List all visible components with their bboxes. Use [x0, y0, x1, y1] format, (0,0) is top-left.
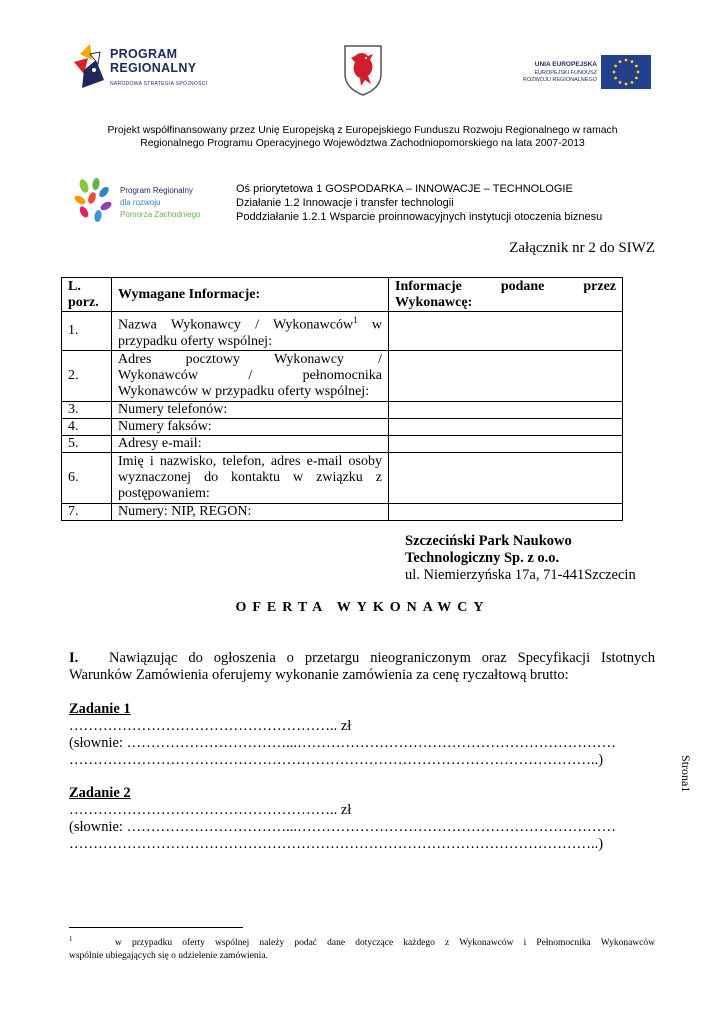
- program-logo-subtitle: NARODOWA STRATEGIA SPÓJNOŚCI: [110, 81, 208, 87]
- annex-label: Załącznik nr 2 do SIWZ: [509, 240, 655, 256]
- eu-logo: [505, 55, 655, 91]
- eu-flag-icon: [601, 55, 651, 89]
- table-row: [62, 452, 623, 503]
- row-value-cell[interactable]: [389, 452, 623, 503]
- row-label: Numery telefonów:: [112, 401, 389, 418]
- row-value-cell[interactable]: [389, 418, 623, 435]
- offer-paragraph: [69, 650, 655, 684]
- row-number: 2.: [62, 350, 112, 401]
- row-label: Numery: NIP, REGON:: [112, 503, 389, 520]
- action-line: Działanie 1.2 Innowacje i transfer technologii: [236, 197, 454, 209]
- eu-logo-line2: EUROPEJSKI FUNDUSZ: [534, 70, 597, 76]
- footnote-line2: wspólnie ubiegających się o udzielenie zamówienia.: [69, 951, 268, 962]
- griffin-crest-icon: [343, 44, 383, 96]
- header-contractor-line2: Wykonawcę:: [395, 294, 473, 310]
- row-label: [112, 350, 389, 401]
- row-label: Adresy e-mail:: [112, 435, 389, 452]
- sub-action-line: Poddziałanie 1.2.1 Wsparcie proinnowacyjnych instytucji otoczenia biznesu: [236, 211, 603, 223]
- task-words-continuation[interactable]: ………………………………………………………………………………………………..): [69, 752, 604, 768]
- west-pomerania-crest: [343, 44, 383, 96]
- footnote-text-line1: w przypadku oferty wspólnej należy podać dane dotyczące każdego z Wykonawców i Pełnomocnika Wykonawców: [115, 938, 655, 949]
- task-words-continuation[interactable]: ………………………………………………………………………………………………..): [69, 836, 604, 852]
- table-row: [62, 312, 623, 351]
- eu-logo-line3: ROZWOJU REGIONALNEGO: [523, 77, 597, 83]
- footnote: [69, 933, 655, 963]
- recipient-line2: Technologiczny Sp. z o.o.: [405, 550, 560, 566]
- row2-line3: Wykonawców w przypadku oferty wspólnej:: [118, 383, 370, 399]
- row1-line2: przypadku oferty wspólnej:: [118, 333, 272, 349]
- row6-line1: Imię i nazwisko, telefon, adres e-mail osoby: [118, 453, 382, 469]
- row-value-cell[interactable]: [389, 350, 623, 401]
- zach-logo-line3: Pomorza Zachodniego: [120, 210, 201, 219]
- row-value-cell[interactable]: [389, 503, 623, 520]
- table-row: [62, 435, 623, 452]
- task-2-block: [69, 785, 659, 853]
- zach-logo-line1: Program Regionalny: [120, 186, 193, 195]
- cofinancing-line1: Projekt współfinansowany przez Unię Europejską z Europejskiego Funduszu Rozwoju Regionalnego w ramach: [107, 125, 618, 136]
- priority-axis: Oś priorytetowa 1 GOSPODARKA – INNOWACJE – TECHNOLOGIE: [236, 183, 573, 195]
- row-label-line: [118, 312, 382, 334]
- table-row: [62, 503, 623, 520]
- task-words-line[interactable]: (słownie: ……………………………...…………………………………………………………: [69, 819, 616, 835]
- footnote-number: 1: [69, 935, 73, 943]
- table-row: [62, 350, 623, 401]
- section-number: I.: [69, 650, 79, 666]
- row-label: [112, 452, 389, 503]
- priority-info: [236, 182, 602, 224]
- recipient-address: [405, 533, 636, 584]
- paragraph-line2: Warunków Zamówienia oferujemy wykonanie zamówienia za cenę ryczałtową brutto:: [69, 667, 569, 683]
- program-regionalny-flag-icon: [70, 40, 108, 92]
- footnote-divider: [69, 927, 243, 928]
- row-number: 1.: [62, 312, 112, 351]
- row1-line1-end: w: [357, 317, 382, 333]
- task-amount-line[interactable]: ……………………………………………….. zł: [69, 802, 352, 818]
- row6-line2: wyznaczonej do kontaktu w związku z: [118, 469, 382, 485]
- task-words-line[interactable]: (słownie: ……………………………...…………………………………………………………: [69, 735, 616, 751]
- eu-logo-line1: UNIA EUROPEJSKA: [534, 61, 597, 68]
- row1-line1: Nazwa Wykonawcy / Wykonawców: [118, 317, 354, 333]
- row-label: Numery faksów:: [112, 418, 389, 435]
- table-row: [62, 401, 623, 418]
- recipient-line3: ul. Niemierzyńska 17a, 71-441Szczecin: [405, 567, 636, 583]
- row2-line2: Wykonawców / pełnomocnika: [118, 367, 382, 383]
- task-amount-line[interactable]: ……………………………………………….. zł: [69, 718, 352, 734]
- program-logo-line2: REGIONALNY: [110, 61, 197, 75]
- program-regionalny-logo: [70, 40, 240, 92]
- header-lp-line1: L.: [68, 278, 81, 294]
- recipient-line1: Szczeciński Park Naukowo: [405, 533, 572, 549]
- header-required-info: Wymagane Informacje:: [112, 278, 389, 312]
- header-lp: [62, 278, 112, 312]
- side-page-number: Strona1: [679, 755, 693, 793]
- row6-line3: postępowaniem:: [118, 485, 210, 501]
- footnote-ref: 1: [353, 315, 358, 325]
- paragraph-line1: [69, 650, 655, 667]
- paragraph-line1-text: Nawiązując do ogłoszenia o przetargu nieograniczonym oraz Specyfikacji Istotnych: [109, 650, 655, 666]
- header-lp-line2: porz.: [68, 294, 99, 310]
- program-logo-line1: PROGRAM: [110, 47, 178, 61]
- contractor-info-table: [61, 277, 623, 521]
- row-label: [112, 312, 389, 351]
- header-contractor-info: [389, 278, 623, 312]
- table-row: [62, 418, 623, 435]
- row-number: 7.: [62, 503, 112, 520]
- row2-line1: Adres pocztowy Wykonawcy /: [118, 351, 382, 367]
- row-value-cell[interactable]: [389, 401, 623, 418]
- task-heading: Zadanie 2: [69, 785, 131, 801]
- row-number: 4.: [62, 418, 112, 435]
- task-heading: Zadanie 1: [69, 701, 131, 717]
- row-value-cell[interactable]: [389, 312, 623, 351]
- table-header-row: [62, 278, 623, 312]
- cofinancing-line2: Regionalnego Programu Operacyjnego Województwa Zachodniopomorskiego na lata 2007-2013: [140, 138, 585, 149]
- row-number: 5.: [62, 435, 112, 452]
- zach-logo-line2: dla rozwoju: [120, 198, 161, 207]
- pomorze-zachodnie-logo: [74, 178, 214, 228]
- row-number: 3.: [62, 401, 112, 418]
- leaves-icon: [74, 178, 116, 228]
- row-value-cell[interactable]: [389, 435, 623, 452]
- cofinancing-notice: [60, 124, 665, 150]
- row-number: 6.: [62, 452, 112, 503]
- offer-title: OFERTA WYKONAWCY: [235, 600, 490, 615]
- footnote-line1: [69, 933, 655, 950]
- header-contractor-line1: Informacje podane przez: [395, 278, 616, 294]
- task-1-block: [69, 701, 659, 769]
